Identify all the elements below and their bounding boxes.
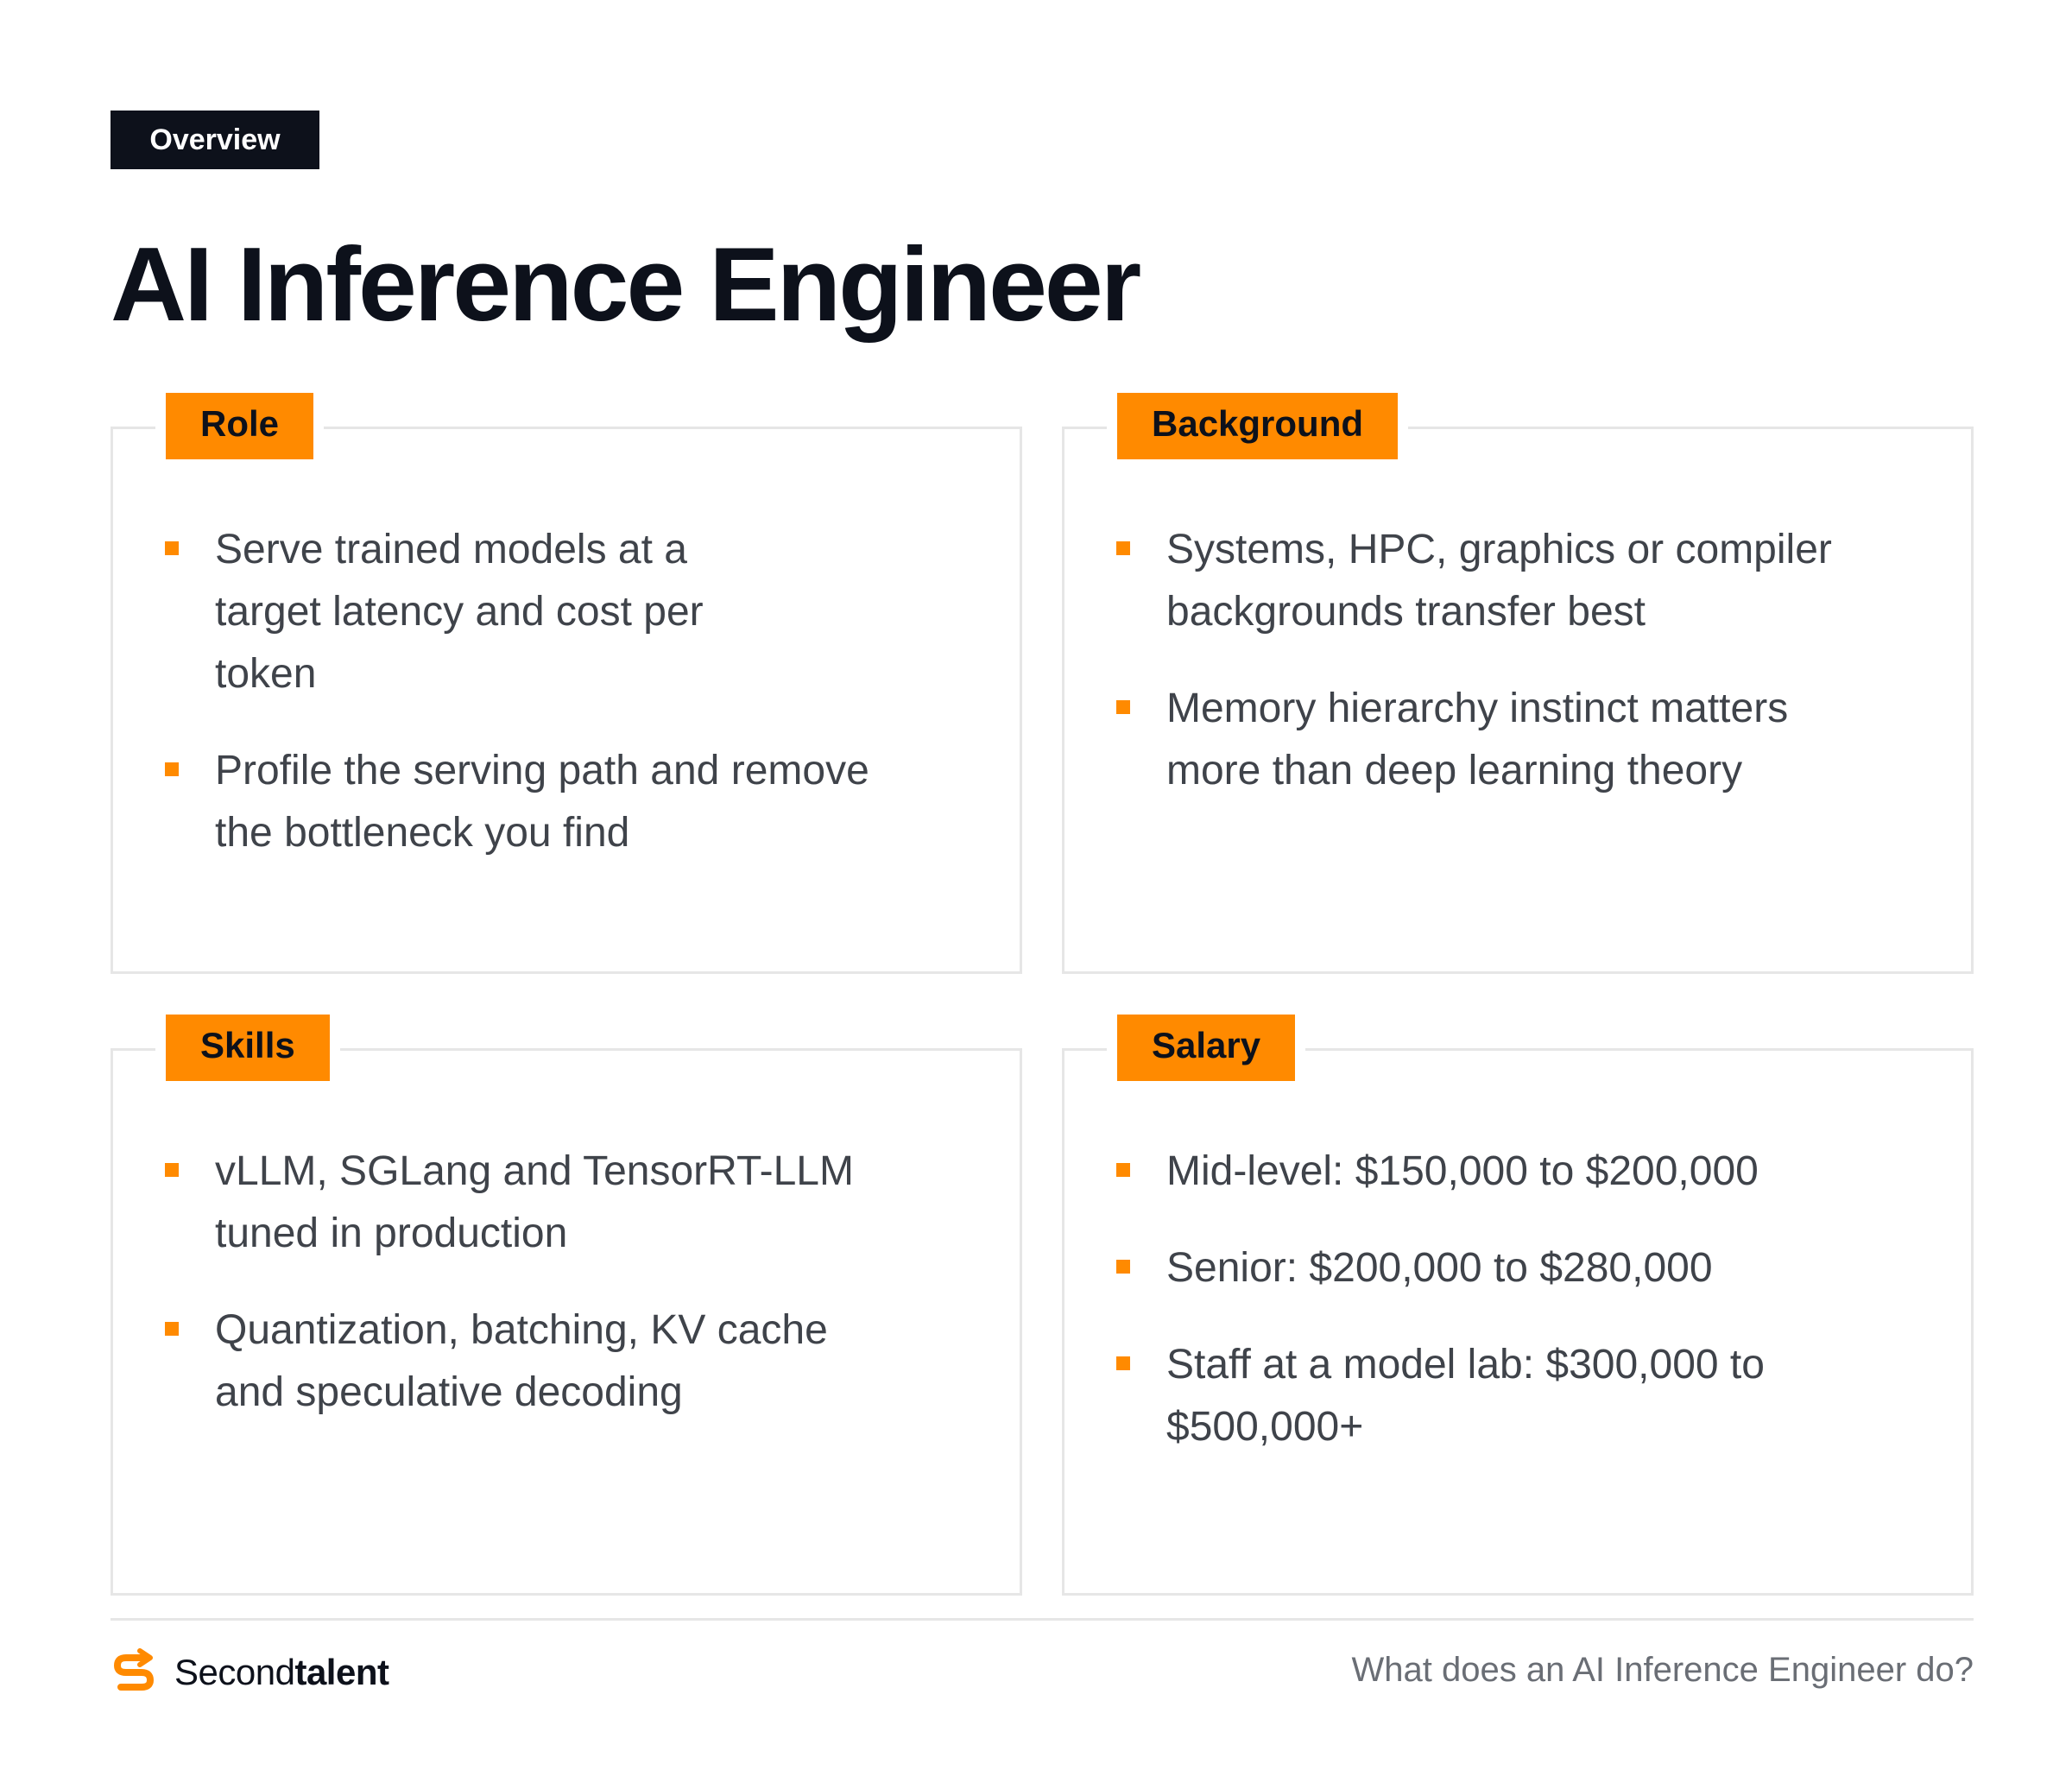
page-title: AI Inference Engineer: [111, 225, 1140, 343]
role-bullet-text: Serve trained models at a target latency and cost per token: [215, 527, 704, 697]
role-card: [111, 403, 1022, 974]
bullet-square-icon: [165, 541, 179, 555]
skills-bullet-list: [165, 1141, 907, 1458]
bullet-square-icon: [165, 1163, 179, 1177]
salary-bullet: [1116, 1141, 1926, 1203]
footer-caption: What does an AI Inference Engineer do?: [1351, 1651, 1974, 1689]
skills-card: [111, 1025, 1022, 1596]
skills-bullet-text: Quantization, batching, KV cache and speculative decoding: [215, 1307, 828, 1415]
background-bullet: [1116, 519, 1840, 643]
salary-bullet-text: Senior: $200,000 to $280,000: [1166, 1245, 1713, 1291]
background-label-wrap: [1107, 393, 1408, 459]
background-bullet-text: Memory hierarchy instinct matters more than deep learning theory: [1166, 686, 1789, 793]
background-card: [1062, 403, 1974, 974]
secondtalent-logo[interactable]: [109, 1647, 388, 1697]
background-bullet-list: [1116, 519, 1859, 837]
brand-name-regular: Second: [174, 1652, 295, 1692]
brand-name-bold: talent: [294, 1652, 389, 1692]
role-bullet-list: [165, 519, 869, 899]
background-label: Background: [1117, 393, 1398, 459]
skills-bullet: [165, 1141, 957, 1265]
role-bullet-text: Profile the serving path and remove the bottleneck you find: [215, 748, 869, 856]
background-bullet: [1116, 678, 1874, 802]
salary-bullet: [1116, 1237, 1926, 1299]
salary-bullet-list: [1116, 1141, 1876, 1493]
salary-label: Salary: [1117, 1015, 1295, 1081]
secondtalent-s-logo-icon: [109, 1647, 159, 1697]
bullet-square-icon: [1116, 700, 1130, 714]
bullet-square-icon: [1116, 1356, 1130, 1370]
bullet-square-icon: [1116, 541, 1130, 555]
background-bullet-text: Systems, HPC, graphics or compiler backgrounds transfer best: [1166, 527, 1832, 635]
role-label-wrap: [155, 393, 324, 459]
salary-bullet-text: Staff at a model lab: $300,000 to $500,000+: [1166, 1342, 1765, 1450]
salary-bullet-text: Mid-level: $150,000 to $200,000: [1166, 1148, 1759, 1194]
skills-bullet: [165, 1299, 906, 1424]
role-bullet: [165, 519, 750, 705]
bullet-square-icon: [1116, 1260, 1130, 1274]
skills-label: Skills: [166, 1015, 330, 1081]
bullet-square-icon: [1116, 1163, 1130, 1177]
skills-bullet-text: vLLM, SGLang and TensorRT-LLM tuned in production: [215, 1148, 854, 1256]
bullet-square-icon: [165, 1322, 179, 1336]
overview-tag: Overview: [111, 111, 319, 169]
bullet-square-icon: [165, 762, 179, 776]
role-bullet: [165, 740, 871, 864]
skills-label-wrap: [155, 1015, 340, 1081]
salary-label-wrap: [1107, 1015, 1305, 1081]
salary-bullet: [1116, 1334, 1840, 1458]
salary-card: [1062, 1025, 1974, 1596]
brand-name: [174, 1652, 388, 1693]
footer-divider: [111, 1618, 1974, 1621]
role-label: Role: [166, 393, 313, 459]
